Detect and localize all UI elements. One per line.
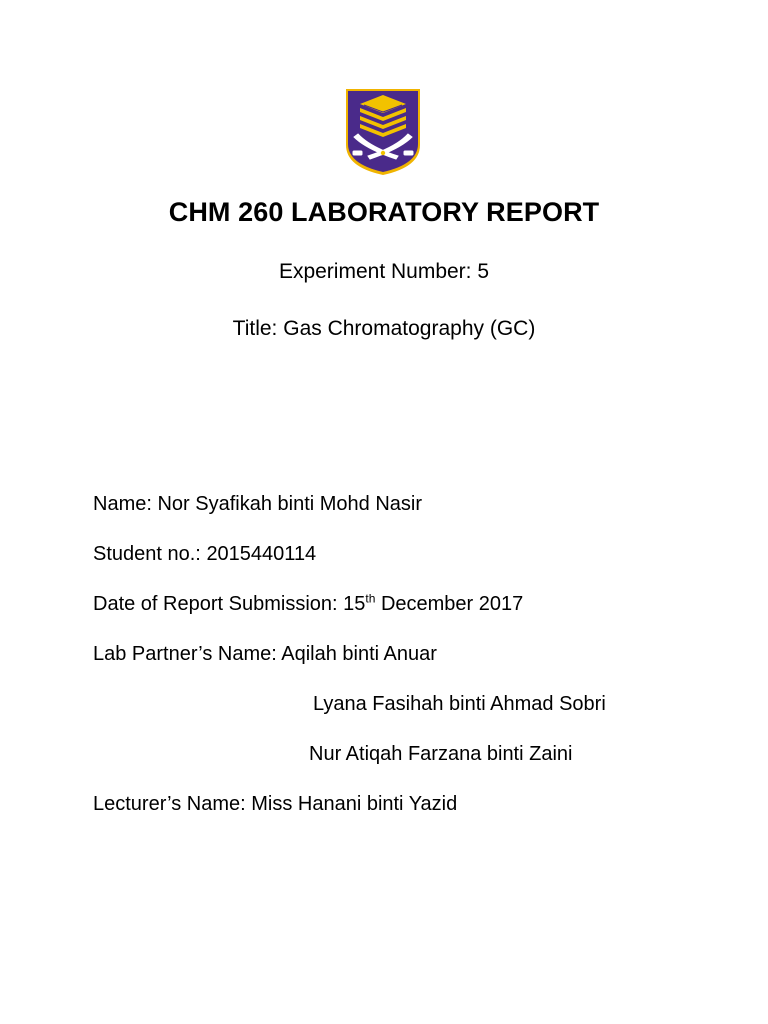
lecturer-label: Lecturer’s Name: (93, 793, 246, 815)
name-label: Name: (93, 493, 152, 515)
date-rest: December 2017 (380, 593, 524, 615)
date-suffix: th (365, 591, 376, 606)
partner-name: Nur Atiqah Farzana binti Zaini (309, 743, 573, 765)
partner-label: Lab Partner’s Name: (93, 643, 277, 665)
submission-date-line (93, 593, 523, 616)
student-number-line (93, 543, 316, 566)
report-title: CHM 260 LABORATORY REPORT (168, 197, 600, 227)
crest-graphic (344, 87, 422, 177)
student-value: 2015440114 (206, 543, 317, 565)
partner-name: Aqilah binti Anuar (281, 643, 437, 665)
experiment-title-line (0, 317, 768, 341)
student-label: Student no.: (93, 543, 201, 565)
student-name-line (93, 493, 422, 516)
date-day: 15 (343, 593, 366, 615)
experiment-label: Experiment Number: (278, 260, 472, 283)
name-value: Nor Syafikah binti Mohd Nasir (157, 493, 423, 515)
experiment-number-line (0, 260, 768, 284)
uitm-crest-icon (344, 87, 422, 177)
partner-name: Lyana Fasihah binti Ahmad Sobri (313, 693, 606, 715)
lecturer-value: Miss Hanani binti Yazid (251, 793, 458, 815)
lab-partner-line (93, 643, 437, 666)
experiment-value: 5 (477, 260, 490, 283)
date-label: Date of Report Submission: (93, 593, 338, 615)
crest-center-dot (381, 151, 385, 155)
title-label: Title: (232, 317, 278, 340)
lecturer-name-line (93, 793, 457, 816)
title-value: Gas Chromatography (GC) (283, 317, 536, 340)
